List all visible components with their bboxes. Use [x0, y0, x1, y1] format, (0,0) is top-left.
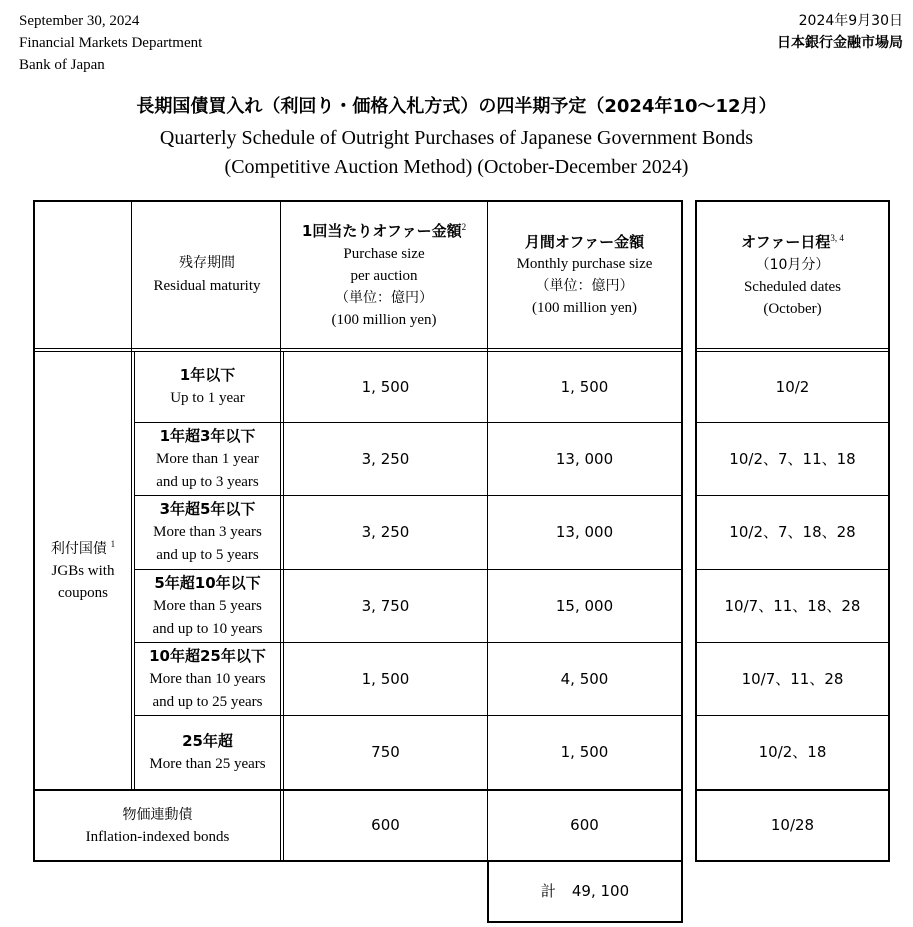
header-monthly: 月間オファー金額 Monthly purchase size （単位：億円） (100 million yen) [516, 233, 653, 316]
title-en [0, 124, 913, 182]
row-dates [697, 423, 888, 495]
maturity-jp: 10年超25年以下 [149, 646, 266, 665]
header-maturity: 残存期間 Residual maturity [153, 255, 261, 294]
maturity-en1: More than 3 years [153, 524, 262, 540]
row-maturity [135, 423, 280, 495]
maturity-en1: More than 10 years [149, 670, 266, 687]
row-dates [697, 716, 888, 789]
per-auction-value: 3, 750 [361, 596, 410, 615]
row-maturity [135, 570, 280, 642]
dates-value: 10/7、11、28 [741, 669, 844, 688]
maturity-jp: 1年超3年以下 [159, 426, 256, 445]
row-maturity [135, 352, 280, 422]
row-monthly [488, 716, 681, 789]
org-en: Bank of Japan [19, 57, 105, 73]
monthly-value: 1, 500 [560, 377, 609, 396]
row-maturity [135, 496, 280, 569]
maturity-en2: and up to 25 years [152, 693, 263, 710]
title-en-line1: Quarterly Schedule of Outright Purchases of Japanese Government Bonds [159, 127, 754, 149]
row-monthly [488, 643, 681, 715]
header-left [19, 10, 202, 76]
monthly-value: 4, 500 [560, 669, 609, 688]
row-monthly [488, 352, 681, 422]
row-maturity [135, 643, 280, 715]
department-jp: 日本銀行金融市場局 [777, 35, 903, 51]
row-maturity [135, 716, 280, 789]
row-dates [697, 352, 888, 422]
per-auction-value: 750 [371, 743, 400, 761]
group-jgbs-coupons: 利付国債 $^1$ JGBs with coupons [50, 538, 116, 601]
maturity-en2: and up to 3 years [156, 473, 259, 490]
per-auction-value: 3, 250 [361, 449, 410, 468]
monthly-value: 13, 000 [555, 523, 614, 541]
dates-value: 10/2、7、11、18 [729, 449, 856, 468]
title-en-line2: (Competitive Auction Method) (October-December 2024) [224, 156, 689, 178]
row-dates [697, 496, 888, 569]
total-value: 49, 100 [571, 882, 630, 900]
dates-value: 10/2、18 [758, 743, 827, 761]
row-per-auction [284, 643, 487, 715]
maturity-en1: Up to 1 year [170, 390, 245, 406]
row-per-auction [284, 423, 487, 495]
monthly-value: 13, 000 [555, 449, 614, 468]
maturity-en2: and up to 10 years [152, 620, 263, 637]
row-monthly [488, 496, 681, 569]
maturity-jp: 3年超5年以下 [159, 500, 256, 518]
per-auction-value: 3, 250 [361, 523, 410, 541]
header-per-auction: 1回当たりオファー金額$^2$ Purchase size per auction （単位：億円） (100 million yen) [301, 221, 467, 328]
title-jp: 長期国債買入れ（利回り・価格入札方式）の四半期予定（2024年10〜12月） [136, 96, 777, 117]
dates-value: 10/2、7、18、28 [729, 523, 856, 541]
inflation-label: 物価連動債 Inflation-indexed bonds [85, 806, 230, 845]
row-dates [697, 643, 888, 715]
maturity-jp: 1年以下 [179, 366, 236, 384]
header-right [777, 10, 903, 54]
row-per-auction [284, 570, 487, 642]
maturity-en1: More than 5 years [153, 597, 262, 614]
dates-value: 10/7、11、18、28 [724, 596, 861, 615]
row-monthly [488, 570, 681, 642]
maturity-en1: More than 1 year [156, 450, 259, 467]
monthly-value: 1, 500 [560, 743, 609, 761]
row-monthly [488, 423, 681, 495]
date-jp: 2024年9月30日 [798, 13, 903, 29]
department-en: Financial Markets Department [19, 35, 203, 51]
dates-value: 10/2 [775, 377, 810, 396]
maturity-jp: 25年超 [182, 731, 233, 750]
header-dates: オファー日程$^{3, 4}$ （10月分） Scheduled dates (October) [741, 232, 844, 317]
total-cell [489, 862, 681, 921]
row-per-auction [284, 716, 487, 789]
date-en: September 30, 2024 [19, 13, 140, 29]
monthly-value: 15, 000 [555, 596, 614, 615]
maturity-jp: 5年超10年以下 [154, 573, 261, 592]
per-auction-value: 1, 500 [361, 377, 410, 396]
inflation-per-auction: 600 [371, 816, 400, 834]
inflation-dates: 10/28 [770, 816, 815, 834]
maturity-en1: More than 25 years [149, 755, 266, 772]
per-auction-value: 1, 500 [361, 669, 410, 688]
inflation-monthly: 600 [570, 816, 599, 834]
row-per-auction [284, 496, 487, 569]
row-dates [697, 570, 888, 642]
row-per-auction [284, 352, 487, 422]
maturity-en2: and up to 5 years [156, 547, 259, 563]
total-label: 計 [540, 882, 556, 900]
